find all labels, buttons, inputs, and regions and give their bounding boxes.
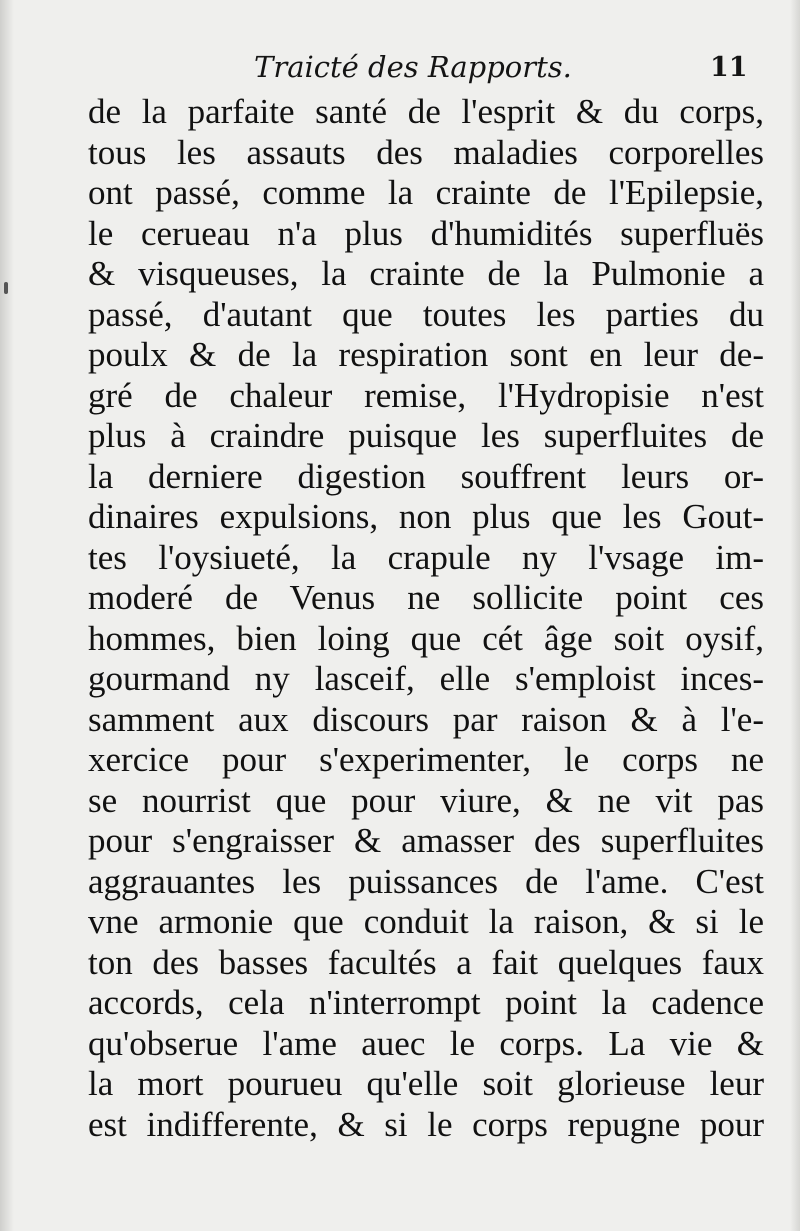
- text-line: gré de chaleur remise, l'Hydropisie n'est: [88, 375, 764, 415]
- text-line: dinaires expulsions, non plus que les Gout-: [88, 497, 764, 536]
- page-left-shadow: [0, 0, 14, 1231]
- body-text: [88, 92, 764, 1145]
- text-line: gourmand ny lasceif, elle s'emploist inces-: [88, 659, 764, 698]
- text-line: de la parfaite santé de l'esprit & du corps,: [88, 92, 764, 131]
- text-line: & visqueuses, la crainte de la Pulmonie a: [88, 254, 764, 293]
- text-line: pour s'engraisser & amasser des superfluites: [88, 821, 764, 860]
- text-line: accords, cela n'interrompt point la cadence: [88, 983, 764, 1022]
- text-line: hommes, bien loing que cét âge soit oysif,: [88, 618, 764, 658]
- text-line: samment aux discours par raison & à l'e-: [88, 699, 764, 739]
- text-line: le cerueau n'a plus d'humidités superfluës: [88, 213, 764, 253]
- text-line: poulx & de la respiration sont en leur de-: [88, 335, 764, 374]
- text-line: plus à craindre puisque les superfluites de: [88, 416, 764, 455]
- text-line: aggrauantes les puissances de l'ame. C'est: [88, 861, 764, 901]
- text-line: tes l'oysiueté, la crapule ny l'vsage im-: [88, 537, 764, 577]
- running-head: Traicté des Rapports.: [254, 50, 572, 84]
- text-line: la derniere digestion souffrent leurs or-: [88, 456, 764, 496]
- text-line: moderé de Venus ne sollicite point ces: [88, 578, 764, 617]
- text-line: vne armonie que conduit la raison, & si le: [88, 902, 764, 941]
- text-line: tous les assauts des maladies corporelles: [88, 132, 764, 172]
- text-line: ton des basses facultés a fait quelques faux: [88, 942, 764, 982]
- text-line: se nourrist que pour viure, & ne vit pas: [88, 780, 764, 820]
- text-line: ont passé, comme la crainte de l'Epilepsie,: [88, 173, 764, 212]
- text-line: xercice pour s'experimenter, le corps ne: [88, 740, 764, 779]
- page-header: [0, 46, 800, 90]
- page-number: 11: [710, 52, 748, 83]
- page-right-shadow: [790, 0, 800, 1231]
- margin-ink-mark: [4, 282, 8, 294]
- text-line: est indifferente, & si le corps repugne pour: [88, 1104, 764, 1144]
- text-line: la mort pourueu qu'elle soit glorieuse leur: [88, 1064, 764, 1103]
- text-line: passé, d'autant que toutes les parties du: [88, 294, 764, 334]
- text-line: qu'obserue l'ame auec le corps. La vie &: [88, 1023, 764, 1063]
